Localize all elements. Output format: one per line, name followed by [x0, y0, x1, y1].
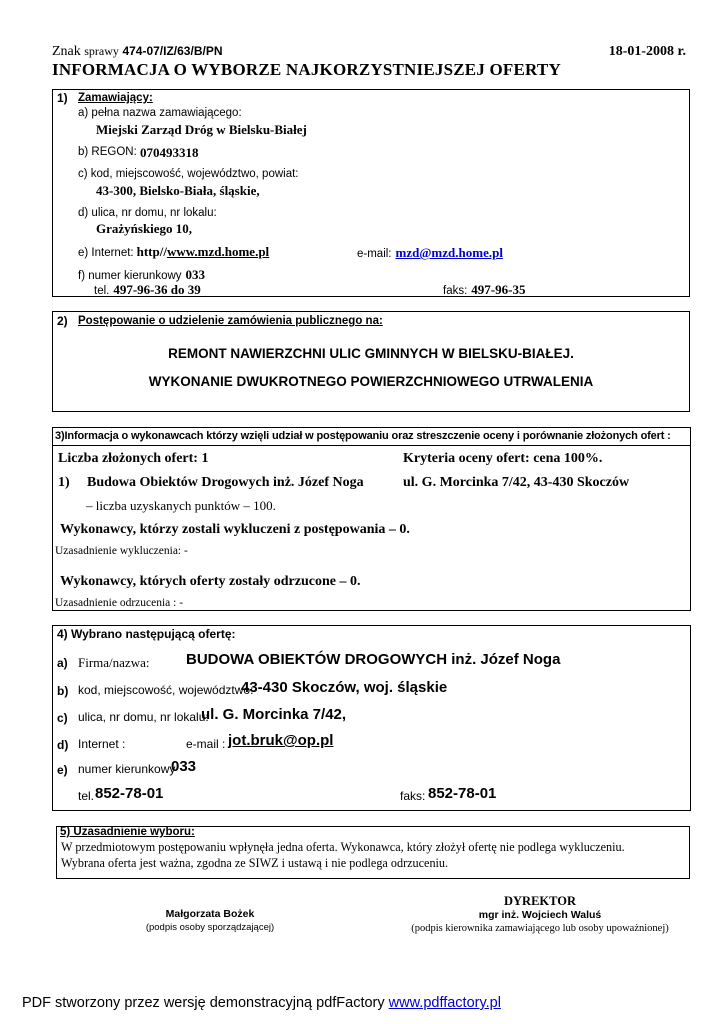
s1-f-label: f) numer kierunkowy — [78, 270, 182, 282]
evaluation-criteria: Kryteria oceny ofert: cena 100%. — [403, 451, 603, 466]
s1-a-label: a) pełna nazwa zamawiającego: — [78, 107, 242, 119]
section-2-number: 2) — [57, 314, 68, 328]
case-number: 474-07/IZ/63/B/PN — [122, 44, 223, 58]
section-3-heading: 3)Informacja o wykonawcach którzy wzięli udział w postępowaniu oraz streszczenie oceny i porównanie złożonych ofert : — [55, 430, 671, 442]
sprawy-label: sprawy — [84, 44, 119, 58]
offers-count: Liczba złożonych ofert: 1 — [58, 451, 209, 466]
justification-line-1: W przedmiotowym postępowaniu wpłynęła jedna oferta. Wykonawca, który złożył ofertę nie podlega wykluczeniu. — [61, 840, 625, 854]
s1-fax-value: 497-96-35 — [471, 282, 526, 297]
section-2-heading: Postępowanie o udzielenie zamówienia publicznego na: — [78, 315, 383, 327]
s1-e-prefix: http// — [136, 244, 167, 259]
s4-b-label: kod, miejscowość, województwo: — [78, 683, 254, 697]
s1-email-row — [357, 244, 503, 262]
section-1-heading: Zamawiający: — [78, 92, 153, 104]
director-caption: (podpis kierownika zamawiającego lub osoby upoważnionej) — [411, 923, 669, 934]
footer-link[interactable]: www.pdffactory.pl — [388, 995, 501, 1011]
s4-fax-value: 852-78-01 — [428, 785, 497, 802]
rejected-reason: Uzasadnienie odrzucenia : - — [55, 597, 184, 609]
s1-a-value: Miejski Zarząd Dróg w Bielsku-Białej — [96, 122, 307, 137]
bidder-name: Budowa Obiektów Drogowych inż. Józef Noga — [87, 475, 364, 490]
s1-e-label: e) Internet: — [78, 247, 134, 259]
s4-a-label: Firma/nazwa: — [78, 655, 150, 670]
section-5-heading: 5) Uzasadnienie wyboru: — [60, 826, 195, 838]
selected-company-street: ul. G. Morcinka 7/42, — [201, 706, 347, 723]
s4-e-letter: e) — [57, 763, 68, 777]
s4-tel-value: 852-78-01 — [95, 785, 164, 802]
section-4-heading: 4) Wybrano następującą ofertę: — [57, 627, 236, 641]
s4-email-label: e-mail : — [186, 737, 226, 751]
footer-text: PDF stworzony przez wersję demonstracyjną pdfFactory — [22, 995, 385, 1011]
selected-company-city: 43-430 Skoczów, woj. śląskie — [241, 679, 448, 696]
s4-e-value: 033 — [171, 758, 197, 775]
s1-f-value: 033 — [185, 267, 206, 282]
s1-website-link[interactable]: www.mzd.home.pl — [166, 244, 270, 259]
s4-d-letter: d) — [57, 738, 69, 752]
s1-d-label: d) ulica, nr domu, nr lokalu: — [78, 207, 217, 219]
selected-company-name: BUDOWA OBIEKTÓW DROGOWYCH inż. Józef Noga — [186, 651, 561, 668]
s1-tel-label: tel. — [94, 285, 110, 297]
s1-email-label: e-mail: — [357, 248, 392, 260]
s1-tel-row — [94, 281, 201, 299]
s4-a-letter: a) — [57, 656, 68, 670]
selected-company-email[interactable]: jot.bruk@op.pl — [228, 732, 334, 749]
s1-b-value: 070493318 — [140, 145, 199, 160]
s4-tel-label: tel. — [78, 789, 95, 803]
s1-email-link[interactable]: mzd@mzd.home.pl — [395, 245, 503, 260]
s4-c-letter: c) — [57, 711, 68, 725]
tender-title-line-1: REMONT NAWIERZCHNI ULIC GMINNYCH W BIELSKU-BIAŁEJ. — [168, 346, 574, 361]
s1-fax-row — [443, 281, 525, 299]
page-title: INFORMACJA O WYBORZE NAJKORZYSTNIEJSZEJ OFERTY — [52, 60, 561, 79]
rejected-count: Wykonawcy, których oferty zostały odrzucone – 0. — [60, 574, 361, 589]
director-title: DYREKTOR — [503, 894, 576, 908]
s1-c-value: 43-300, Bielsko-Biała, śląskie, — [96, 183, 260, 198]
s4-e-label: numer kierunkowy — [78, 762, 176, 776]
bidder-points: – liczba uzyskanych punktów – 100. — [86, 498, 276, 513]
section-1-number: 1) — [57, 91, 68, 105]
section-3-divider — [52, 445, 691, 446]
excluded-count: Wykonawcy, którzy zostali wykluczeni z postępowania – 0. — [60, 522, 410, 537]
s1-b-label: b) REGON: — [78, 146, 137, 158]
bidder-number: 1) — [58, 475, 70, 490]
tender-title-line-2: WYKONANIE DWUKROTNEGO POWIERZCHNIOWEGO UTRWALENIA — [148, 374, 594, 389]
preparer-name: Małgorzata Bożek — [165, 908, 255, 920]
director-name: mgr inż. Wojciech Waluś — [478, 909, 602, 921]
pdf-footer — [22, 995, 501, 1011]
s1-tel-value: 497-96-36 do 39 — [113, 282, 201, 297]
s1-c-label: c) kod, miejscowość, województwo, powiat: — [78, 168, 299, 180]
s4-b-letter: b) — [57, 684, 69, 698]
preparer-caption: (podpis osoby sporządzającej) — [145, 922, 275, 933]
s4-c-label: ulica, nr domu, nr lokalu: — [78, 710, 209, 724]
case-reference — [52, 44, 223, 60]
s4-fax-label: faks: — [400, 789, 426, 803]
s1-fax-label: faks: — [443, 285, 468, 297]
s4-d-label: Internet : — [78, 737, 126, 751]
s1-internet-row — [78, 244, 269, 260]
excluded-reason: Uzasadnienie wykluczenia: - — [55, 545, 188, 557]
bidder-address: ul. G. Morcinka 7/42, 43-430 Skoczów — [403, 475, 630, 490]
document-date: 18-01-2008 r. — [608, 44, 686, 59]
justification-line-2: Wybrana oferta jest ważna, zgodna ze SIWZ i ustawą i nie podlega odrzuceniu. — [61, 856, 449, 870]
s1-d-value: Grażyńskiego 10, — [96, 221, 193, 236]
znak-label: Znak — [52, 44, 81, 59]
